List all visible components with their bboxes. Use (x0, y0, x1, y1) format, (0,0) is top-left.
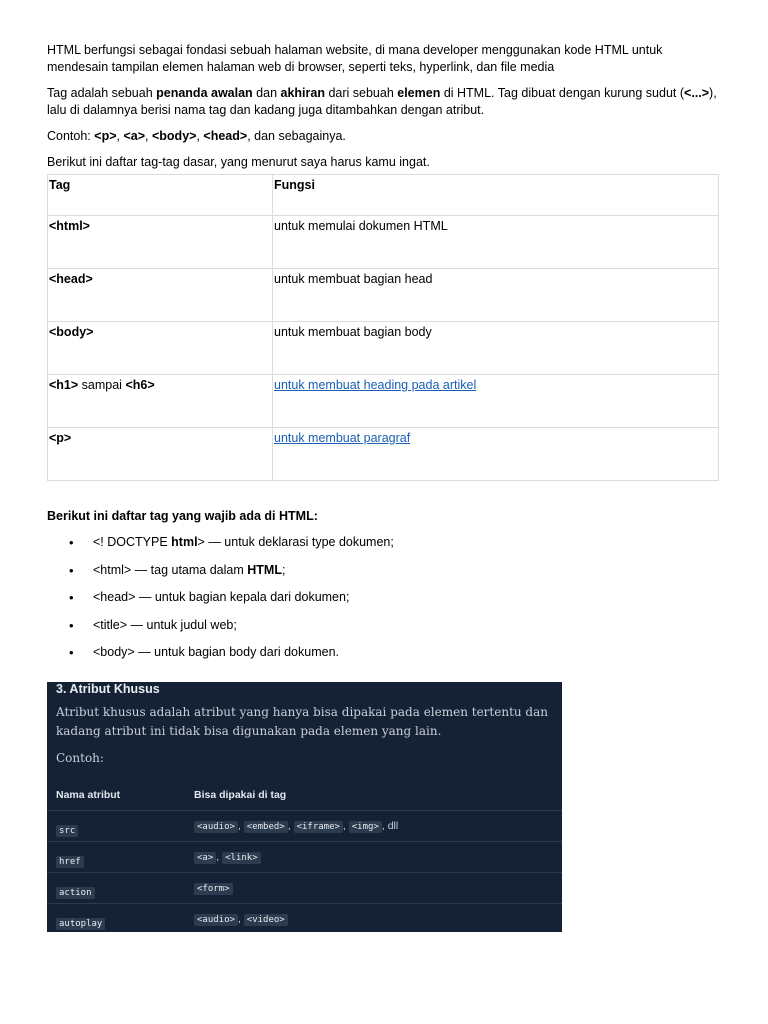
table-row (48, 322, 719, 375)
bold-elemen: elemen (397, 86, 441, 100)
bold-tag-p: <p> (94, 129, 117, 143)
list-item (47, 534, 727, 562)
function-cell (273, 375, 719, 428)
attribute-table (47, 782, 562, 932)
tag-cell (48, 269, 273, 322)
table-row (48, 269, 719, 322)
tag-chip: <audio> (194, 914, 238, 926)
function-cell: untuk membuat bagian body (273, 322, 719, 375)
tag-name: <p> (49, 431, 72, 445)
text-segment: ; (281, 562, 286, 577)
tag-name: <head> (49, 272, 93, 286)
text-segment: di HTML. Tag dibuat dengan kurung sudut ( (440, 86, 685, 100)
paragraph-link[interactable]: untuk membuat paragraf (274, 431, 411, 445)
header-nama-atribut: Nama atribut (56, 789, 121, 801)
intro-paragraph-html: HTML berfungsi sebagai fondasi sebuah halaman website, di mana developer menggunakan kode HTML untuk mendesain tampilan elemen halaman web di browser, seperti teks, hyperlink, dan file media (47, 43, 663, 74)
list-item (47, 562, 727, 590)
text-segment: <head> — untuk bagian kepala dari dokumen; (93, 590, 350, 604)
attribute-name (56, 913, 105, 931)
bold-tag-head: <head> (203, 129, 248, 143)
text-segment: <title> — untuk judul web; (93, 617, 237, 632)
tag-cell (48, 428, 273, 481)
table-row (48, 216, 719, 269)
text-segment: , (196, 129, 204, 143)
table-row (47, 842, 562, 873)
text-segment: dan (252, 86, 281, 100)
text-segment: , dll (381, 820, 399, 832)
attribute-tags (194, 882, 233, 894)
attribute-tags: <audio> , <video> (194, 913, 288, 925)
heading-link[interactable]: untuk membuat heading pada artikel (274, 378, 477, 392)
list-item (47, 589, 727, 617)
intro-paragraph-list: Berikut ini daftar tag-tag dasar, yang menurut saya harus kamu ingat. (47, 155, 430, 169)
function-cell: untuk memulai dokumen HTML (273, 216, 719, 269)
tag-chip: <iframe> (294, 821, 343, 833)
text-segment: dari sebuah (324, 86, 398, 100)
bold-akhiran: akhiran (280, 86, 325, 100)
table-row (47, 811, 562, 842)
text-segment: Contoh: (47, 129, 95, 143)
attribute-table-header (47, 782, 562, 811)
tag-chip: <video> (244, 914, 288, 926)
intro-paragraph-contoh (47, 128, 727, 145)
tag-cell (48, 375, 273, 428)
tag-name: <html> (49, 219, 90, 233)
list-item (47, 617, 727, 645)
attribute-name (56, 882, 95, 900)
bold-html: HTML (247, 562, 282, 577)
text-segment: sampai (78, 378, 126, 392)
header-tag: Tag (48, 175, 273, 216)
table-row (48, 375, 719, 428)
tag-chip: <form> (194, 883, 233, 895)
function-cell: untuk membuat bagian head (273, 269, 719, 322)
text-segment: <body> — untuk bagian body dari dokumen. (93, 645, 340, 659)
tag-chip: <img> (349, 821, 382, 833)
tag-name: <h6> (125, 378, 155, 392)
attribute-chip: action (56, 887, 95, 899)
required-tags-list (47, 534, 727, 672)
text-segment: , (116, 129, 124, 143)
attribute-name (56, 820, 78, 838)
intro-paragraph-tag (47, 85, 727, 119)
table-row (48, 428, 719, 481)
table-header-row (48, 175, 719, 216)
section-description: Atribut khusus adalah atribut yang hanya bisa dipakai pada elemen tertentu dan kadang atribut ini tidak bisa digunakan pada elemen yang lain. (56, 705, 548, 738)
tag-chip: <link> (222, 852, 261, 864)
tag-chip: <audio> (194, 821, 238, 833)
bold-penanda-awalan: penanda awalan (156, 86, 253, 100)
function-cell (273, 428, 719, 481)
document-body (47, 42, 727, 672)
text-segment: , dan sebagainya. (247, 129, 346, 143)
attribute-chip: src (56, 825, 78, 837)
bold-angle-brackets: <...> (684, 86, 710, 100)
attribute-tags: <a> , <link> (194, 851, 261, 863)
table-row (47, 904, 562, 932)
section-title: 3. Atribut Khusus (56, 682, 160, 696)
tag-name: <h1> (49, 378, 79, 392)
text-segment: > — untuk deklarasi type dokumen; (197, 535, 394, 549)
tag-cell (48, 322, 273, 375)
tag-function-table (47, 174, 719, 481)
text-segment: <html> — tag utama dalam (93, 562, 248, 577)
tag-chip: <embed> (244, 821, 288, 833)
required-tags-title: Berikut ini daftar tag yang wajib ada di HTML: (47, 509, 318, 523)
text-segment: ), lalu di dalamnya berisi nama tag dan kadang juga ditambahkan dengan atribut. (47, 86, 717, 117)
text-segment: <! DOCTYPE (93, 535, 172, 549)
text-segment: , (145, 129, 152, 143)
header-bisa-dipakai: Bisa dipakai di tag (194, 789, 287, 801)
tag-chip: <a> (194, 852, 216, 864)
attribute-chip: autoplay (56, 918, 105, 930)
table-row (47, 873, 562, 904)
embedded-screenshot-atribut-khusus (47, 682, 562, 932)
attribute-tags: <audio> , <embed> , <iframe> , <img> , dll (194, 820, 398, 832)
header-fungsi: Fungsi (273, 175, 719, 216)
attribute-name (56, 851, 84, 869)
bold-tag-a: <a> (123, 129, 146, 143)
attribute-chip: href (56, 856, 84, 868)
bold-tag-body: <body> (151, 129, 197, 143)
text-segment: Tag adalah sebuah (47, 86, 157, 100)
tag-cell (48, 216, 273, 269)
list-item (47, 644, 727, 672)
bold-html: html (171, 535, 198, 549)
tag-name: <body> (49, 325, 94, 339)
contoh-label: Contoh: (56, 751, 104, 765)
